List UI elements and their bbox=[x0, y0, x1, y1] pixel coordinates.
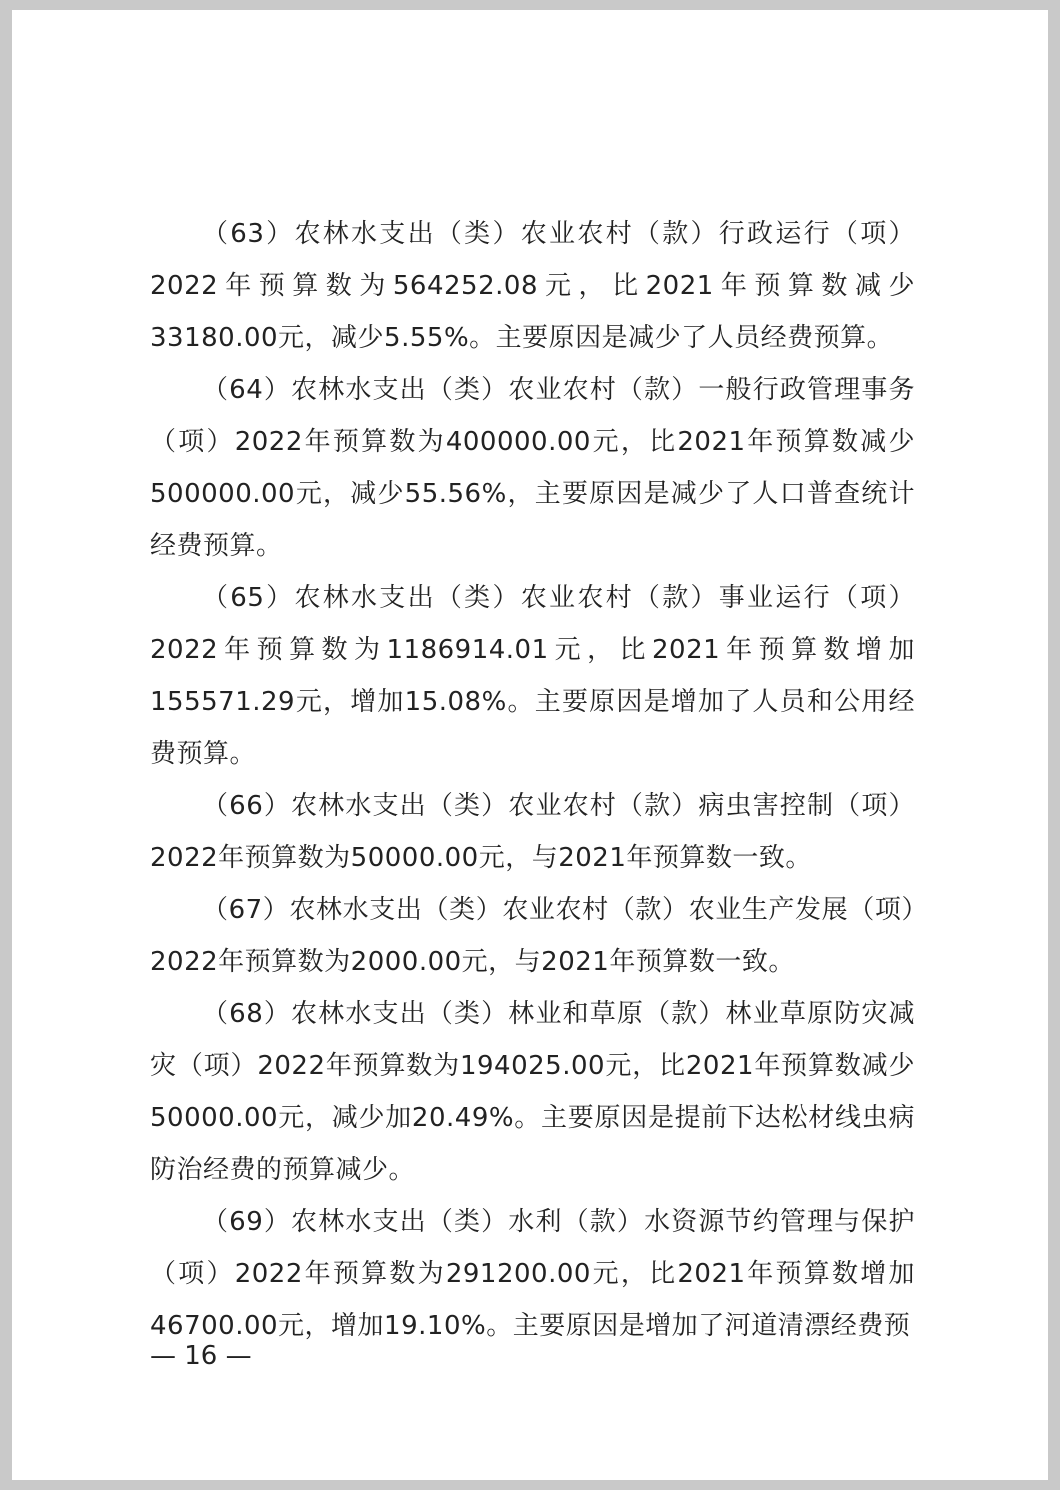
paragraph-69: （69）农林水支出（类）水利（款）水资源节约管理与保护（项）2022年预算数为291200.00元，比2021年预算数增加46700.00元，增加19.10%。主要原因是增加了河道清漂经费预 bbox=[150, 1207, 915, 1341]
document-page bbox=[12, 10, 1048, 1480]
paragraph-64: （64）农林水支出（类）农业农村（款）一般行政管理事务（项）2022年预算数为400000.00元，比2021年预算数减少500000.00元，减少55.56%，主要原因是减少了人口普查统计经费预算。 bbox=[150, 375, 915, 561]
paragraph-63: （63）农林水支出（类）农业农村（款）行政运行（项）2022年预算数为564252.08元，比2021年预算数减少33180.00元，减少5.55%。主要原因是减少了人员经费预算。 bbox=[150, 219, 915, 353]
paragraph-66: （66）农林水支出（类）农业农村（款）病虫害控制（项）2022年预算数为50000.00元，与2021年预算数一致。 bbox=[150, 791, 915, 873]
paragraph-68: （68）农林水支出（类）林业和草原（款）林业草原防灾减灾（项）2022年预算数为194025.00元，比2021年预算数减少50000.00元，减少加20.49%。主要原因是提前下达松材线虫病防治经费的预算减少。 bbox=[150, 999, 915, 1185]
document-body bbox=[150, 208, 915, 1352]
paragraph-67: （67）农林水支出（类）农业农村（款）农业生产发展（项）2022年预算数为2000.00元，与2021年预算数一致。 bbox=[150, 895, 915, 977]
page-number: — 16 — bbox=[150, 1341, 252, 1371]
paragraph-65: （65）农林水支出（类）农业农村（款）事业运行（项）2022年预算数为1186914.01元，比2021年预算数增加155571.29元，增加15.08%。主要原因是增加了人员和公用经费预算。 bbox=[150, 583, 915, 769]
